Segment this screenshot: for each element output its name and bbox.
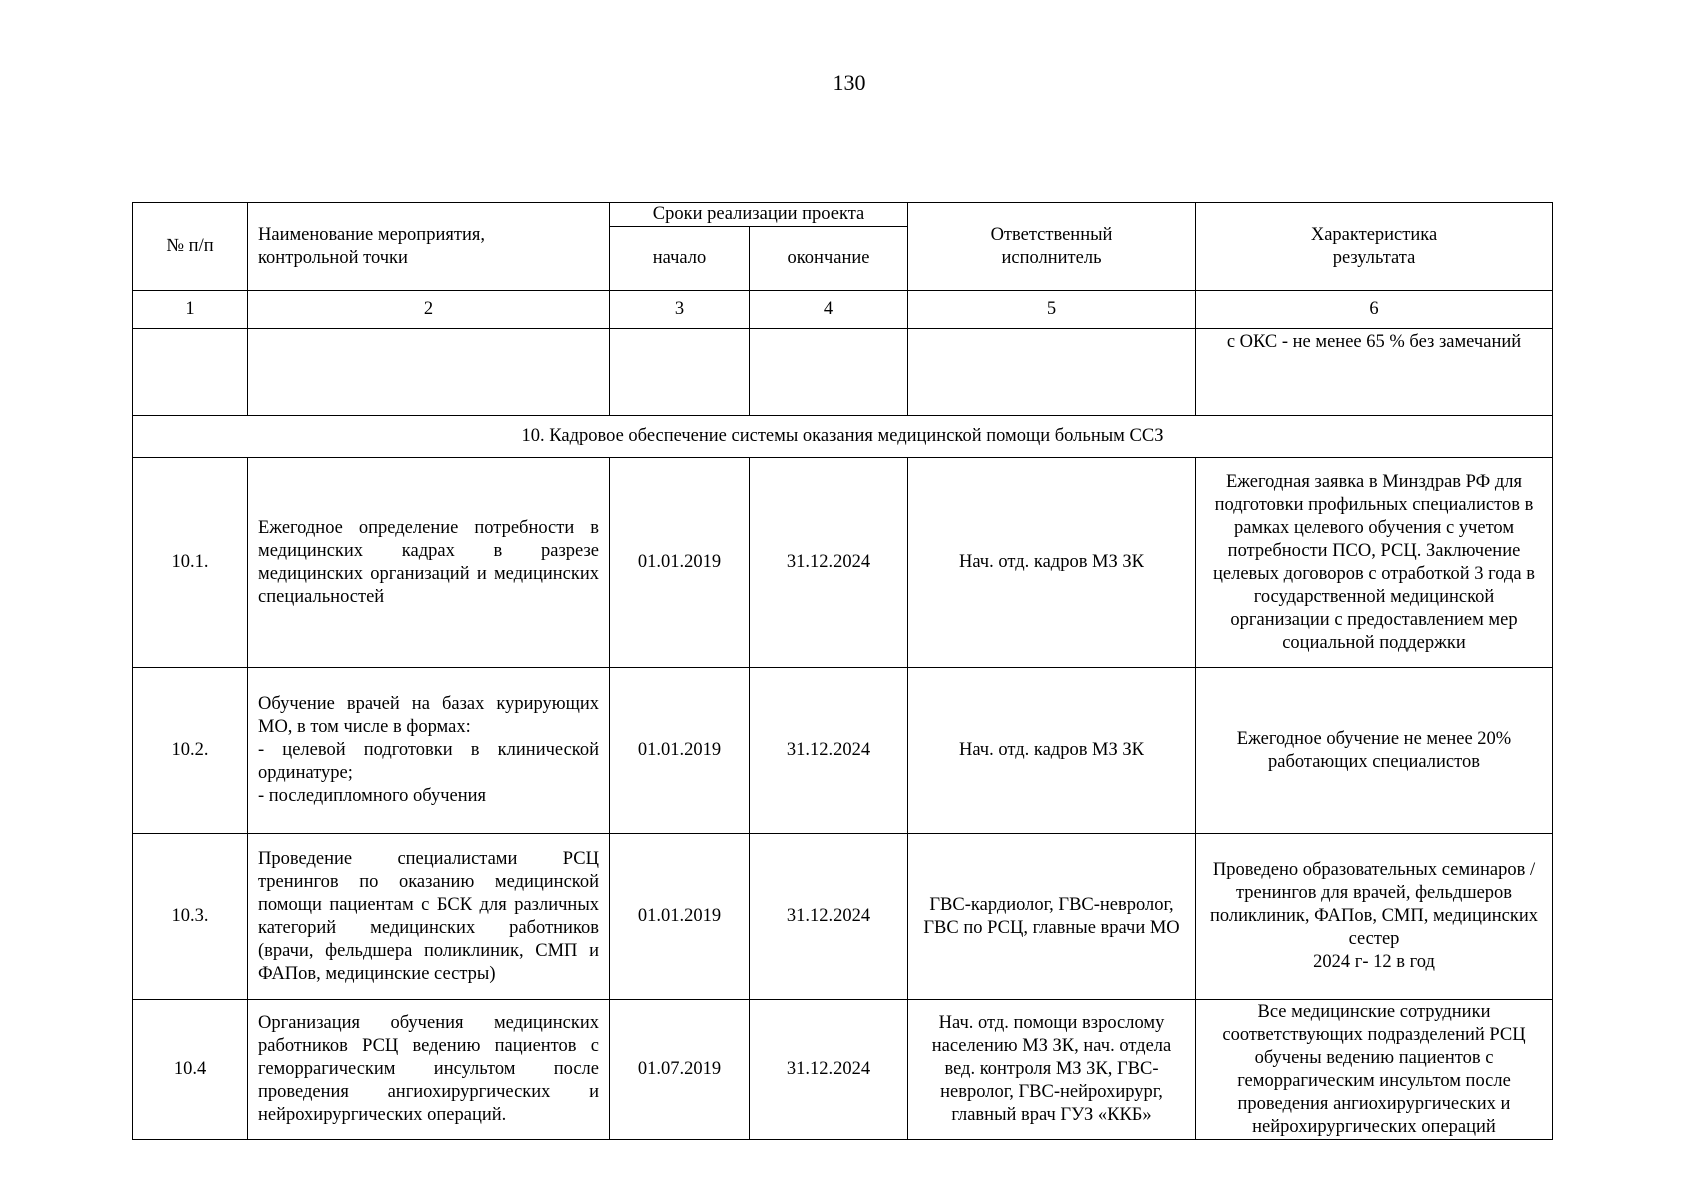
header-end: окончание	[750, 227, 908, 291]
row-responsible-line: Нач. отд. кадров МЗ ЗК	[958, 740, 1145, 760]
header-result-line: результата	[1332, 247, 1416, 268]
row-result-line: 2024 г- 12 в год	[1313, 952, 1435, 972]
table-row	[133, 1000, 1553, 1140]
table-row	[133, 668, 1553, 834]
section-row	[133, 416, 1553, 458]
page-number: 130	[832, 70, 866, 95]
row-result-line: Ежегодное обучение не менее 20% работающих специалистов	[1236, 728, 1512, 772]
row-name-line: Проведение специалистами РСЦ тренингов по оказанию медицинской помощи пациентам с БСК для различных категорий медицинских работников (врачи, фельдшера поликлиник, СМП и ФАПов, медицинские сестры)	[258, 848, 599, 984]
header-name-line: контрольной точки	[258, 247, 408, 268]
table-row	[133, 834, 1553, 1000]
row-end: 31.12.2024	[750, 1000, 908, 1140]
column-number: 3	[610, 291, 750, 329]
header-num: № п/п	[133, 203, 248, 291]
column-numbers-row	[133, 291, 1553, 329]
header-responsible-line: исполнитель	[1001, 247, 1102, 268]
row-name	[248, 1000, 610, 1140]
header-name-line: Наименование мероприятия,	[258, 224, 485, 245]
row-responsible	[908, 1000, 1196, 1140]
header-responsible	[908, 203, 1196, 291]
row-name-line: Организация обучения медицинских работников РСЦ ведению пациентов с геморрагическим инсультом после проведения ангиохирургических и нейрохирургических операций.	[258, 1013, 599, 1125]
row-responsible	[908, 834, 1196, 1000]
header-result	[1196, 203, 1553, 291]
header-row-top	[133, 203, 1553, 227]
row-num: 10.3.	[133, 834, 248, 1000]
continuation-result: с ОКС - не менее 65 % без замечаний	[1196, 329, 1553, 416]
row-name-line: Ежегодное определение потребности в медицинских кадрах в разрезе медицинских организаций и медицинских специальностей	[258, 517, 599, 607]
row-result-line: Проведено образовательных семинаров / тренингов для врачей, фельдшеров поликлиник, ФАПов, СМП, медицинских сестер	[1209, 860, 1539, 949]
row-result-line: Ежегодная заявка в Минздрав РФ для подготовки профильных специалистов в рамках целевого обучения с учетом потребности ПСО, РСЦ. Заключение целевых договоров с отработкой 3 года в государственной медицинской организации с предоставлением мер социальной поддержки	[1213, 471, 1535, 653]
continuation-row	[133, 329, 1553, 416]
row-result	[1196, 458, 1553, 668]
empty-cell	[750, 329, 908, 416]
row-start: 01.07.2019	[610, 1000, 750, 1140]
section-title: 10. Кадровое обеспечение системы оказания медицинской помощи больным ССЗ	[133, 416, 1553, 458]
row-result	[1196, 834, 1553, 1000]
row-name-line: Обучение врачей на базах курирующих МО, в том числе в формах:	[258, 694, 599, 737]
header-result-line: Характеристика	[1310, 224, 1438, 245]
project-plan-table	[132, 202, 1553, 1140]
row-name	[248, 458, 610, 668]
row-responsible-line: ГВС-кардиолог, ГВС-невролог, ГВС по РСЦ, главные врачи МО	[923, 894, 1180, 938]
row-start: 01.01.2019	[610, 834, 750, 1000]
row-name-line: - последипломного обучения	[258, 786, 487, 806]
empty-cell	[610, 329, 750, 416]
row-end: 31.12.2024	[750, 458, 908, 668]
column-number: 5	[908, 291, 1196, 329]
row-num: 10.1.	[133, 458, 248, 668]
row-name	[248, 668, 610, 834]
row-name	[248, 834, 610, 1000]
row-responsible-line: Нач. отд. помощи взрослому населению МЗ ЗК, нач. отдела вед. контроля МЗ ЗК, ГВС-невролог, ГВС-нейрохирург, главный врач ГУЗ «ККБ»	[931, 1013, 1172, 1125]
row-responsible	[908, 668, 1196, 834]
empty-cell	[133, 329, 248, 416]
empty-cell	[248, 329, 610, 416]
row-responsible-line: Нач. отд. кадров МЗ ЗК	[958, 552, 1145, 572]
row-end: 31.12.2024	[750, 668, 908, 834]
header-period: Сроки реализации проекта	[610, 203, 908, 227]
header-start: начало	[610, 227, 750, 291]
row-result	[1196, 1000, 1553, 1140]
row-end: 31.12.2024	[750, 834, 908, 1000]
row-num: 10.4	[133, 1000, 248, 1140]
row-responsible	[908, 458, 1196, 668]
column-number: 6	[1196, 291, 1553, 329]
column-number: 1	[133, 291, 248, 329]
row-result	[1196, 668, 1553, 834]
row-start: 01.01.2019	[610, 458, 750, 668]
column-number: 4	[750, 291, 908, 329]
row-start: 01.01.2019	[610, 668, 750, 834]
header-name	[248, 203, 610, 291]
row-num: 10.2.	[133, 668, 248, 834]
empty-cell	[908, 329, 1196, 416]
row-name-line: - целевой подготовки в клинической ординатуре;	[258, 740, 599, 783]
header-responsible-line: Ответственный	[990, 224, 1113, 245]
row-result-line: Все медицинские сотрудники соответствующих подразделений РСЦ обучены ведению пациентов с геморрагическим инсультом после проведения ангиохирургических и нейрохирургических операций	[1222, 1001, 1526, 1137]
column-number: 2	[248, 291, 610, 329]
table-row	[133, 458, 1553, 668]
